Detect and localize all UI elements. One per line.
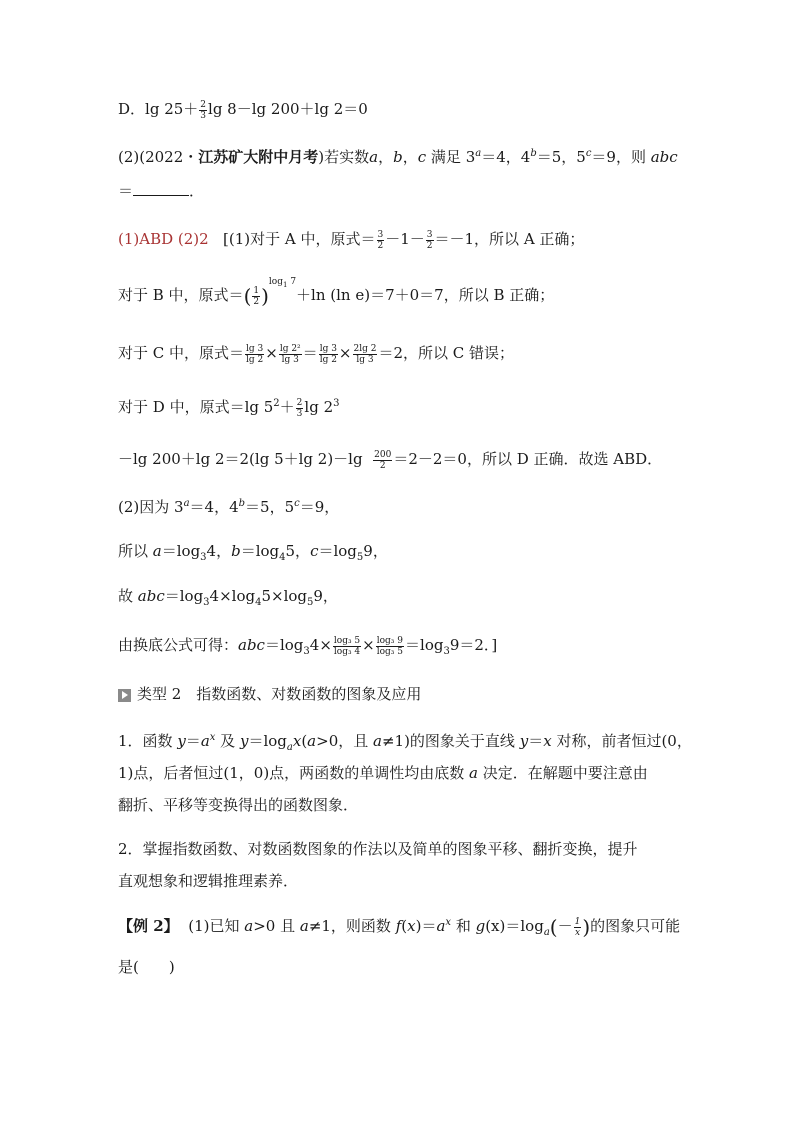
point-1-line-2: 1)点，后者恒过(1，0)点，两函数的单调性均由底数 a 决定．在解题中要注意由 [118, 764, 648, 782]
answer-blank [133, 181, 189, 196]
option-d-text: D．lg 25＋ [118, 100, 199, 118]
example-2-line-2: 是( ) [118, 958, 175, 976]
answer-line-1: (1)ABD (2)2 [(1)对于 A 中，原式＝ $\frac{3}{2}$ －1－ $\frac{3}{2}$ ＝－1，所以 A 正确； [118, 229, 585, 251]
answer-line-p4: 故 $abc=\log_34\times\log_45\times\log_59$， [118, 587, 338, 608]
answer-line-c: 对于 C 中，原式＝ $\frac{\lg 3}{\lg 2}$ × $\frac{\text{lg 2²}}{\lg 3}$ ＝ $\frac{\lg 3}{\lg 2}$ × $\frac{2\lg 2}{\lg 3}$ ＝2，所以 C 错误； [118, 343, 515, 365]
fraction: $\frac{2}{3}$ [200, 99, 207, 121]
example-2-line-1: 【例 2】 (1)已知 a>0 且 a≠1，则函数 $f(x)=a^x$ 和 $g(x)=\log_a(-$ $\frac{1}{x}$ )的图象只可能 [118, 915, 681, 939]
point-1-line-3: 翻折、平移等变换得出的函数图象． [118, 796, 359, 814]
source-label: 江苏矿大附中月考 [198, 148, 319, 166]
answer-label: (1)ABD (2)2 [118, 230, 209, 248]
question-2-line-2: ＝ ． [118, 182, 205, 200]
answer-line-d2: －lg 200＋lg 2＝2(lg 5＋lg 2)－lg $\frac{200}{2}$ ＝2－2＝0，所以 D 正确．故选 ABD． [118, 449, 663, 471]
section-heading [118, 683, 694, 705]
point-2-line-1: 2．掌握指数函数、对数函数图象的作法以及简单的图象平移、翻折变换，提升 [118, 840, 638, 858]
answer-line-p3: 所以 $a=\log_34$，$b=\log_45$，$c=\log_59$， [118, 542, 388, 563]
answer-line-p2: (2)因为 $3^a=4$，$4^b=5$，$5^c=9$， [118, 498, 340, 516]
example-tag: 【例 2】 [118, 917, 179, 935]
answer-line-p5: 由换底公式可得：$abc=\log_34\times$ $\frac{\text{log₃ 5}}{\text{log₃ 4}}$ × $\frac{\text{log₃ 9}}{\text{log₃ 5}}$ $=\log_39=2$．] [118, 635, 498, 657]
point-2-line-2: 直观想象和逻辑推理素养． [118, 872, 299, 890]
section-title: 类型 2 指数函数、对数函数的图象及应用 [137, 685, 422, 703]
answer-line-b: 对于 B 中，原式＝( $\frac{1}{2}$ )$^{log_1 7}$＋ln (ln e)＝7＋0＝7，所以 B 正确； [118, 277, 555, 308]
question-2-line-1: (2)(2022・江苏矿大附中月考)若实数a，b，c 满足 $3^a=4$，$4^b=5$，$5^c=9$，则 abc [118, 148, 678, 166]
answer-line-d1: 对于 D 中，原式＝lg $5^2+$ $\frac{2}{3}$ $\lg 2^3$ [118, 397, 340, 419]
option-d-text: lg 8－lg 200＋lg 2＝0 [208, 100, 368, 118]
play-triangle-icon [118, 689, 131, 702]
option-d-line [118, 98, 694, 121]
point-1-line-1: 1．函数 $y=a^x$ 及 $y=\log_ax(a>0$，且 a≠1)的图象关于直线 y＝x 对称，前者恒过(0， [118, 732, 692, 753]
